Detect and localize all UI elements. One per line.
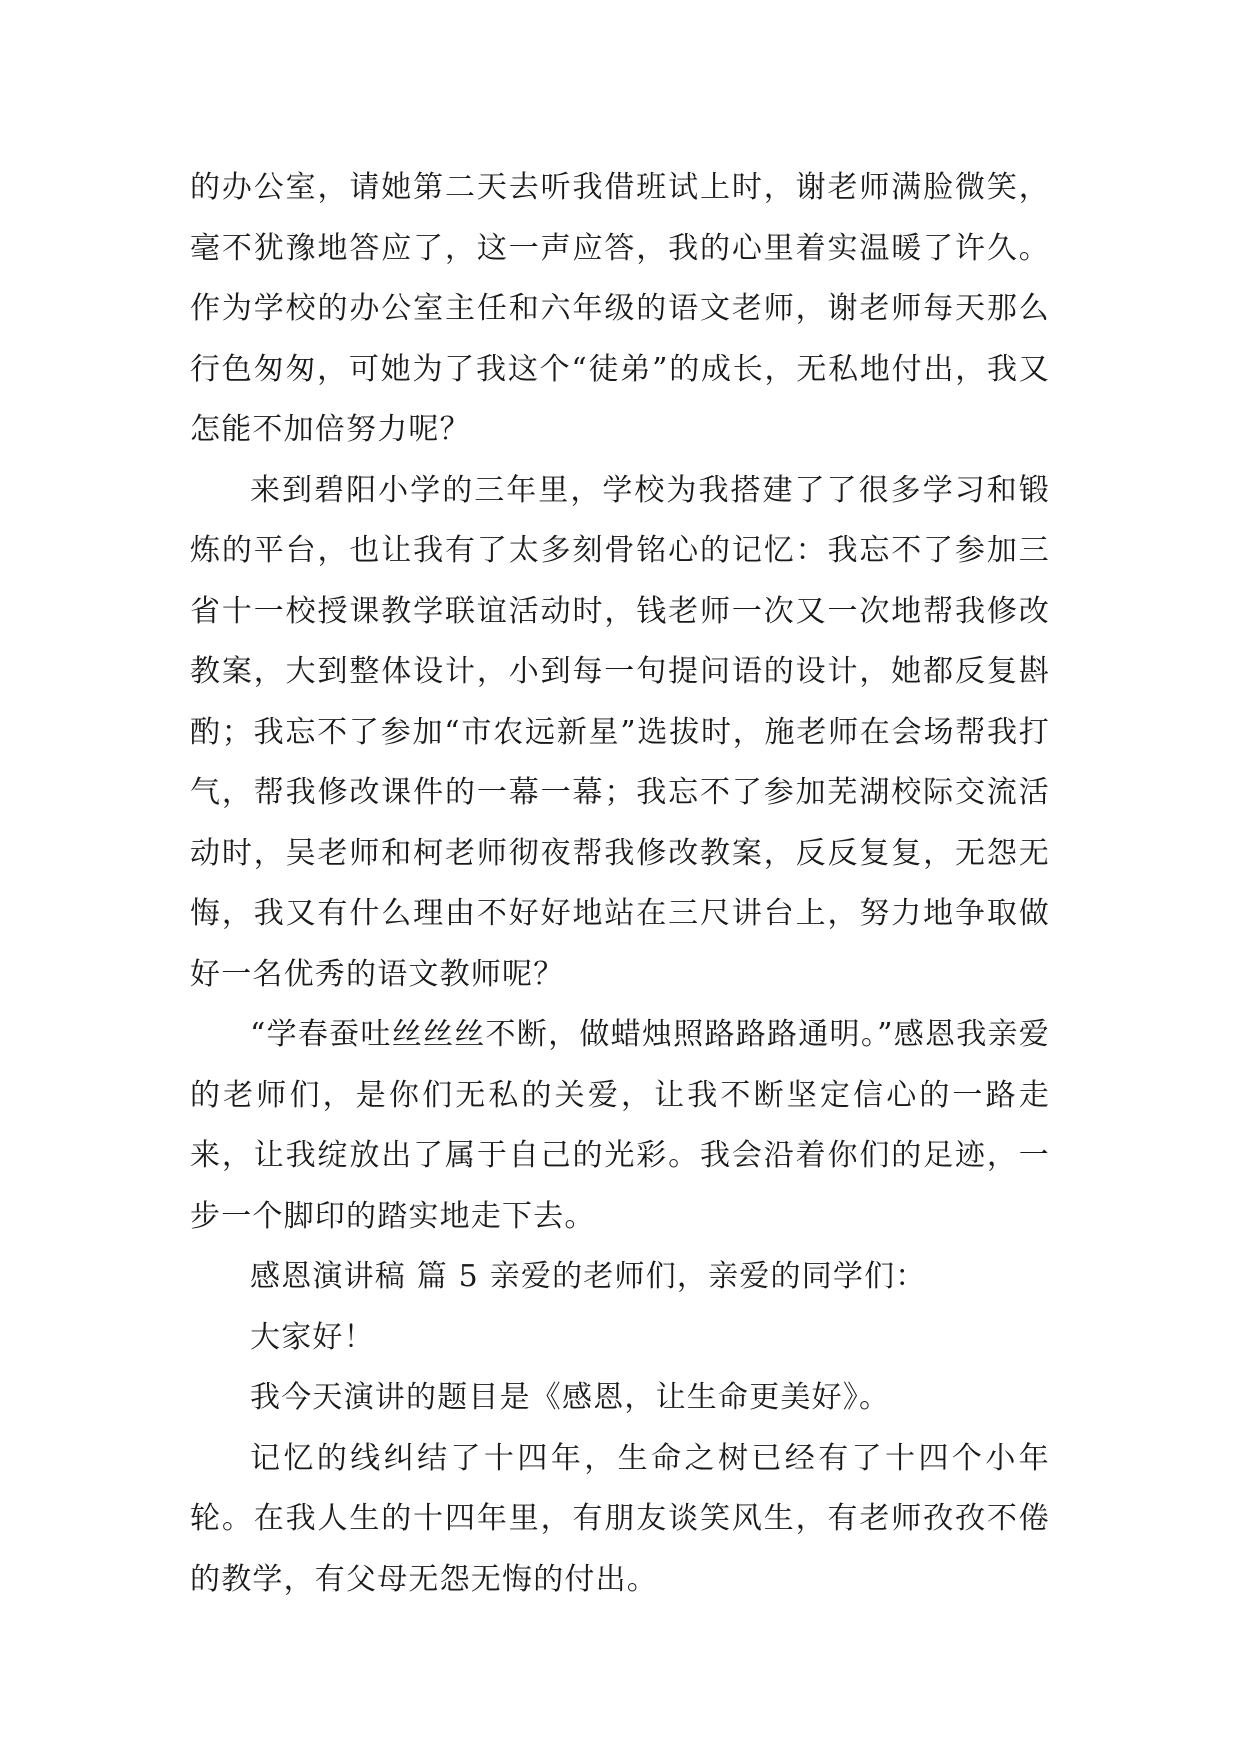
paragraph-1: 的办公室，请她第二天去听我借班试上时，谢老师满脸微笑，毫不犹豫地答应了，这一声应答，我的心里着实温暖了许久。作为学校的办公室主任和六年级的语文老师，谢老师每天那么行色匆匆，可她为了我这个“徒弟”的成长，无私地付出，我又怎能不加倍努力呢？ xyxy=(190,170,1050,447)
document-body xyxy=(190,158,1050,1610)
paragraph-6-topic: 我今天演讲的题目是《感恩，让生命更美好》。 xyxy=(250,1380,891,1415)
paragraph-4-heading: 感恩演讲稿 篇 5 亲爱的老师们，亲爱的同学们： xyxy=(250,1259,927,1294)
paragraph-3: “学春蚕吐丝丝丝不断，做蜡烛照路路路通明。”感恩我亲爱的老师们，是你们无私的关爱，让我不断坚定信心的一路走来，让我绽放出了属于自己的光彩。我会沿着你们的足迹，一步一个脚印的踏实地走下去。 xyxy=(190,1017,1050,1234)
paragraph-2: 来到碧阳小学的三年里，学校为我搭建了了很多学习和锻炼的平台，也让我有了太多刻骨铭心的记忆：我忘不了参加三省十一校授课教学联谊活动时，钱老师一次又一次地帮我修改教案，大到整体设计，小到每一句提问语的设计，她都反复斟酌；我忘不了参加“市农远新星”选拔时，施老师在会场帮我打气，帮我修改课件的一幕一幕；我忘不了参加芜湖校际交流活动时，吴老师和柯老师彻夜帮我修改教案，反反复复，无怨无悔，我又有什么理由不好好地站在三尺讲台上，努力地争取做好一名优秀的语文教师呢？ xyxy=(190,472,1050,992)
paragraph-7: 记忆的线纠结了十四年，生命之树已经有了十四个小年轮。在我人生的十四年里，有朋友谈笑风生，有老师孜孜不倦的教学，有父母无怨无悔的付出。 xyxy=(190,1440,1050,1597)
paragraph-5-greeting: 大家好！ xyxy=(250,1319,375,1355)
